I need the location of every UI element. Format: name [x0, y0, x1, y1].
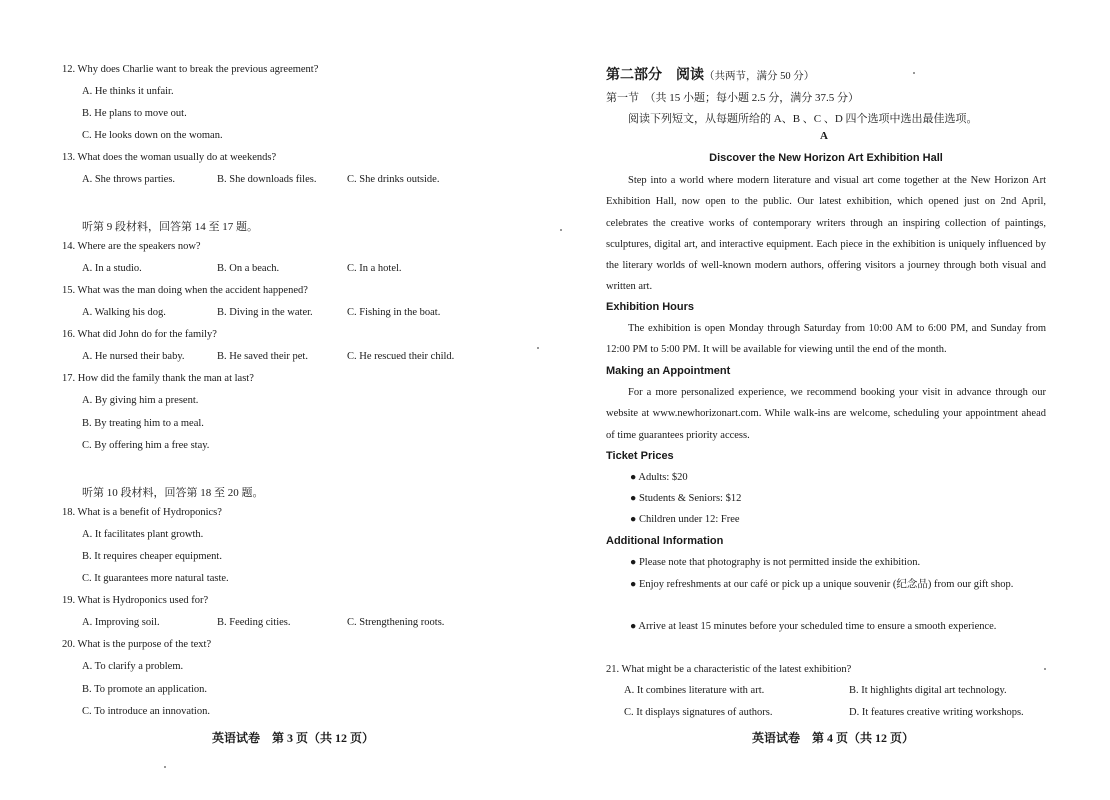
right-page: [560, 0, 1110, 800]
question-option: C. In a hotel.: [347, 263, 402, 274]
additional-info-item: ● Arrive at least 15 minutes before your scheduled time to ensure a smooth experience.: [630, 621, 997, 632]
passage-letter: A: [820, 130, 828, 142]
question-option: B. She downloads files.: [217, 174, 317, 185]
question-option: A. It combines literature with art.: [624, 685, 765, 696]
question-option: A. To clarify a problem.: [82, 661, 184, 672]
question-option: C. Strengthening roots.: [347, 617, 445, 628]
question-option: C. To introduce an innovation.: [82, 706, 210, 717]
question-option: A. Improving soil.: [82, 617, 160, 628]
page-footer: 英语试卷 第 4 页（共 12 页）: [752, 731, 915, 745]
additional-info-item: ● Enjoy refreshments at our café or pick up a unique souvenir (纪念品) from our gift shop.: [630, 579, 1014, 590]
page-footer: 英语试卷 第 3 页（共 12 页）: [212, 731, 375, 745]
instruction: 阅读下列短文，从每题所给的 A、B 、C 、D 四个选项中选出最佳选项。: [628, 113, 978, 125]
question-option: C. She drinks outside.: [347, 174, 440, 185]
hours-heading: Exhibition Hours: [606, 301, 694, 313]
question-option: B. He plans to move out.: [82, 108, 187, 119]
question-stem: 14. Where are the speakers now?: [62, 241, 201, 252]
question-option: D. It features creative writing workshops.: [849, 707, 1024, 718]
question-option: B. It highlights digital art technology.: [849, 685, 1007, 696]
question-option: B. To promote an application.: [82, 684, 208, 695]
appointment-paragraph: For a more personalized experience, we recommend booking your visit in advance through our website at www.newhorizonart.com. While walk-ins are welcome, scheduling your appointment ahead of time guarantees priority access.: [606, 387, 1046, 441]
question-option: C. He looks down on the woman.: [82, 130, 223, 141]
question-stem: 19. What is Hydroponics used for?: [62, 595, 209, 606]
intro-paragraph: Step into a world where modern literature and visual art come together at the New Horizon Art Exhibition Hall, now open to the public. Our latest exhibition, which opened just on 2nd April, celebrates the creative works of contemporary writers through an inspiring collection of paintings, sculptures, digital art, and interactive equipment. Each piece in the exhibition is uniquely influenced by the literary worlds of well-known modern authors, offering visitors a journey through both visual and written art.: [606, 175, 1046, 293]
question-option: B. Diving in the water.: [217, 307, 313, 318]
question-stem: 18. What is a benefit of Hydroponics?: [62, 507, 222, 518]
question-option: C. By offering him a free stay.: [82, 440, 210, 451]
part-title-text: 第二部分 阅读: [606, 68, 704, 83]
question-option: A. She throws parties.: [82, 174, 176, 185]
part-title: [606, 64, 814, 84]
question-stem: 15. What was the man doing when the accident happened?: [62, 285, 308, 296]
question-option: A. By giving him a present.: [82, 395, 199, 406]
question-stem: 12. Why does Charlie want to break the previous agreement?: [62, 64, 319, 75]
part-note: （共两节，满分 50 分）: [704, 71, 815, 82]
additional-info-item: ● Please note that photography is not permitted inside the exhibition.: [630, 557, 921, 568]
additional-heading: Additional Information: [606, 535, 724, 547]
section-line: 第一节 （共 15 小题；每小题 2.5 分，满分 37.5 分）: [606, 92, 859, 104]
scan-speck: [537, 347, 539, 349]
question-option: B. He saved their pet.: [217, 351, 308, 362]
question-stem: 21. What might be a characteristic of the latest exhibition?: [606, 664, 852, 675]
question-option: A. It facilitates plant growth.: [82, 529, 204, 540]
scan-speck: [913, 72, 915, 74]
question-stem: 16. What did John do for the family?: [62, 329, 217, 340]
question-option: A. He nursed their baby.: [82, 351, 185, 362]
tickets-heading: Ticket Prices: [606, 450, 674, 462]
scan-speck: [560, 229, 562, 231]
question-stem: 13. What does the woman usually do at weekends?: [62, 152, 277, 163]
question-option: A. Walking his dog.: [82, 307, 166, 318]
question-option: B. On a beach.: [217, 263, 280, 274]
question-stem: 17. How did the family thank the man at last?: [62, 373, 254, 384]
scan-speck: [1044, 668, 1046, 670]
hours-paragraph: The exhibition is open Monday through Saturday from 10:00 AM to 6:00 PM, and Sunday from 12:00 PM to 5:00 PM. It will be available for viewing until the end of the month.: [606, 323, 1046, 356]
passage-title: Discover the New Horizon Art Exhibition Hall: [709, 152, 943, 164]
listening-section-header: 听第 9 段材料，回答第 14 至 17 题。: [82, 221, 258, 233]
question-option: C. Fishing in the boat.: [347, 307, 441, 318]
question-option: B. Feeding cities.: [217, 617, 291, 628]
ticket-price-item: ● Adults: $20: [630, 472, 688, 483]
question-option: B. It requires cheaper equipment.: [82, 551, 222, 562]
question-option: C. He rescued their child.: [347, 351, 455, 362]
scan-speck: [164, 766, 166, 768]
ticket-price-item: ● Children under 12: Free: [630, 514, 740, 525]
ticket-price-item: ● Students & Seniors: $12: [630, 493, 742, 504]
question-option: C. It displays signatures of authors.: [624, 707, 773, 718]
appointment-heading: Making an Appointment: [606, 365, 731, 377]
question-stem: 20. What is the purpose of the text?: [62, 639, 212, 650]
listening-section-header: 听第 10 段材料，回答第 18 至 20 题。: [82, 487, 264, 499]
question-option: C. It guarantees more natural taste.: [82, 573, 229, 584]
question-option: B. By treating him to a meal.: [82, 418, 204, 429]
question-option: A. He thinks it unfair.: [82, 86, 174, 97]
question-option: A. In a studio.: [82, 263, 142, 274]
